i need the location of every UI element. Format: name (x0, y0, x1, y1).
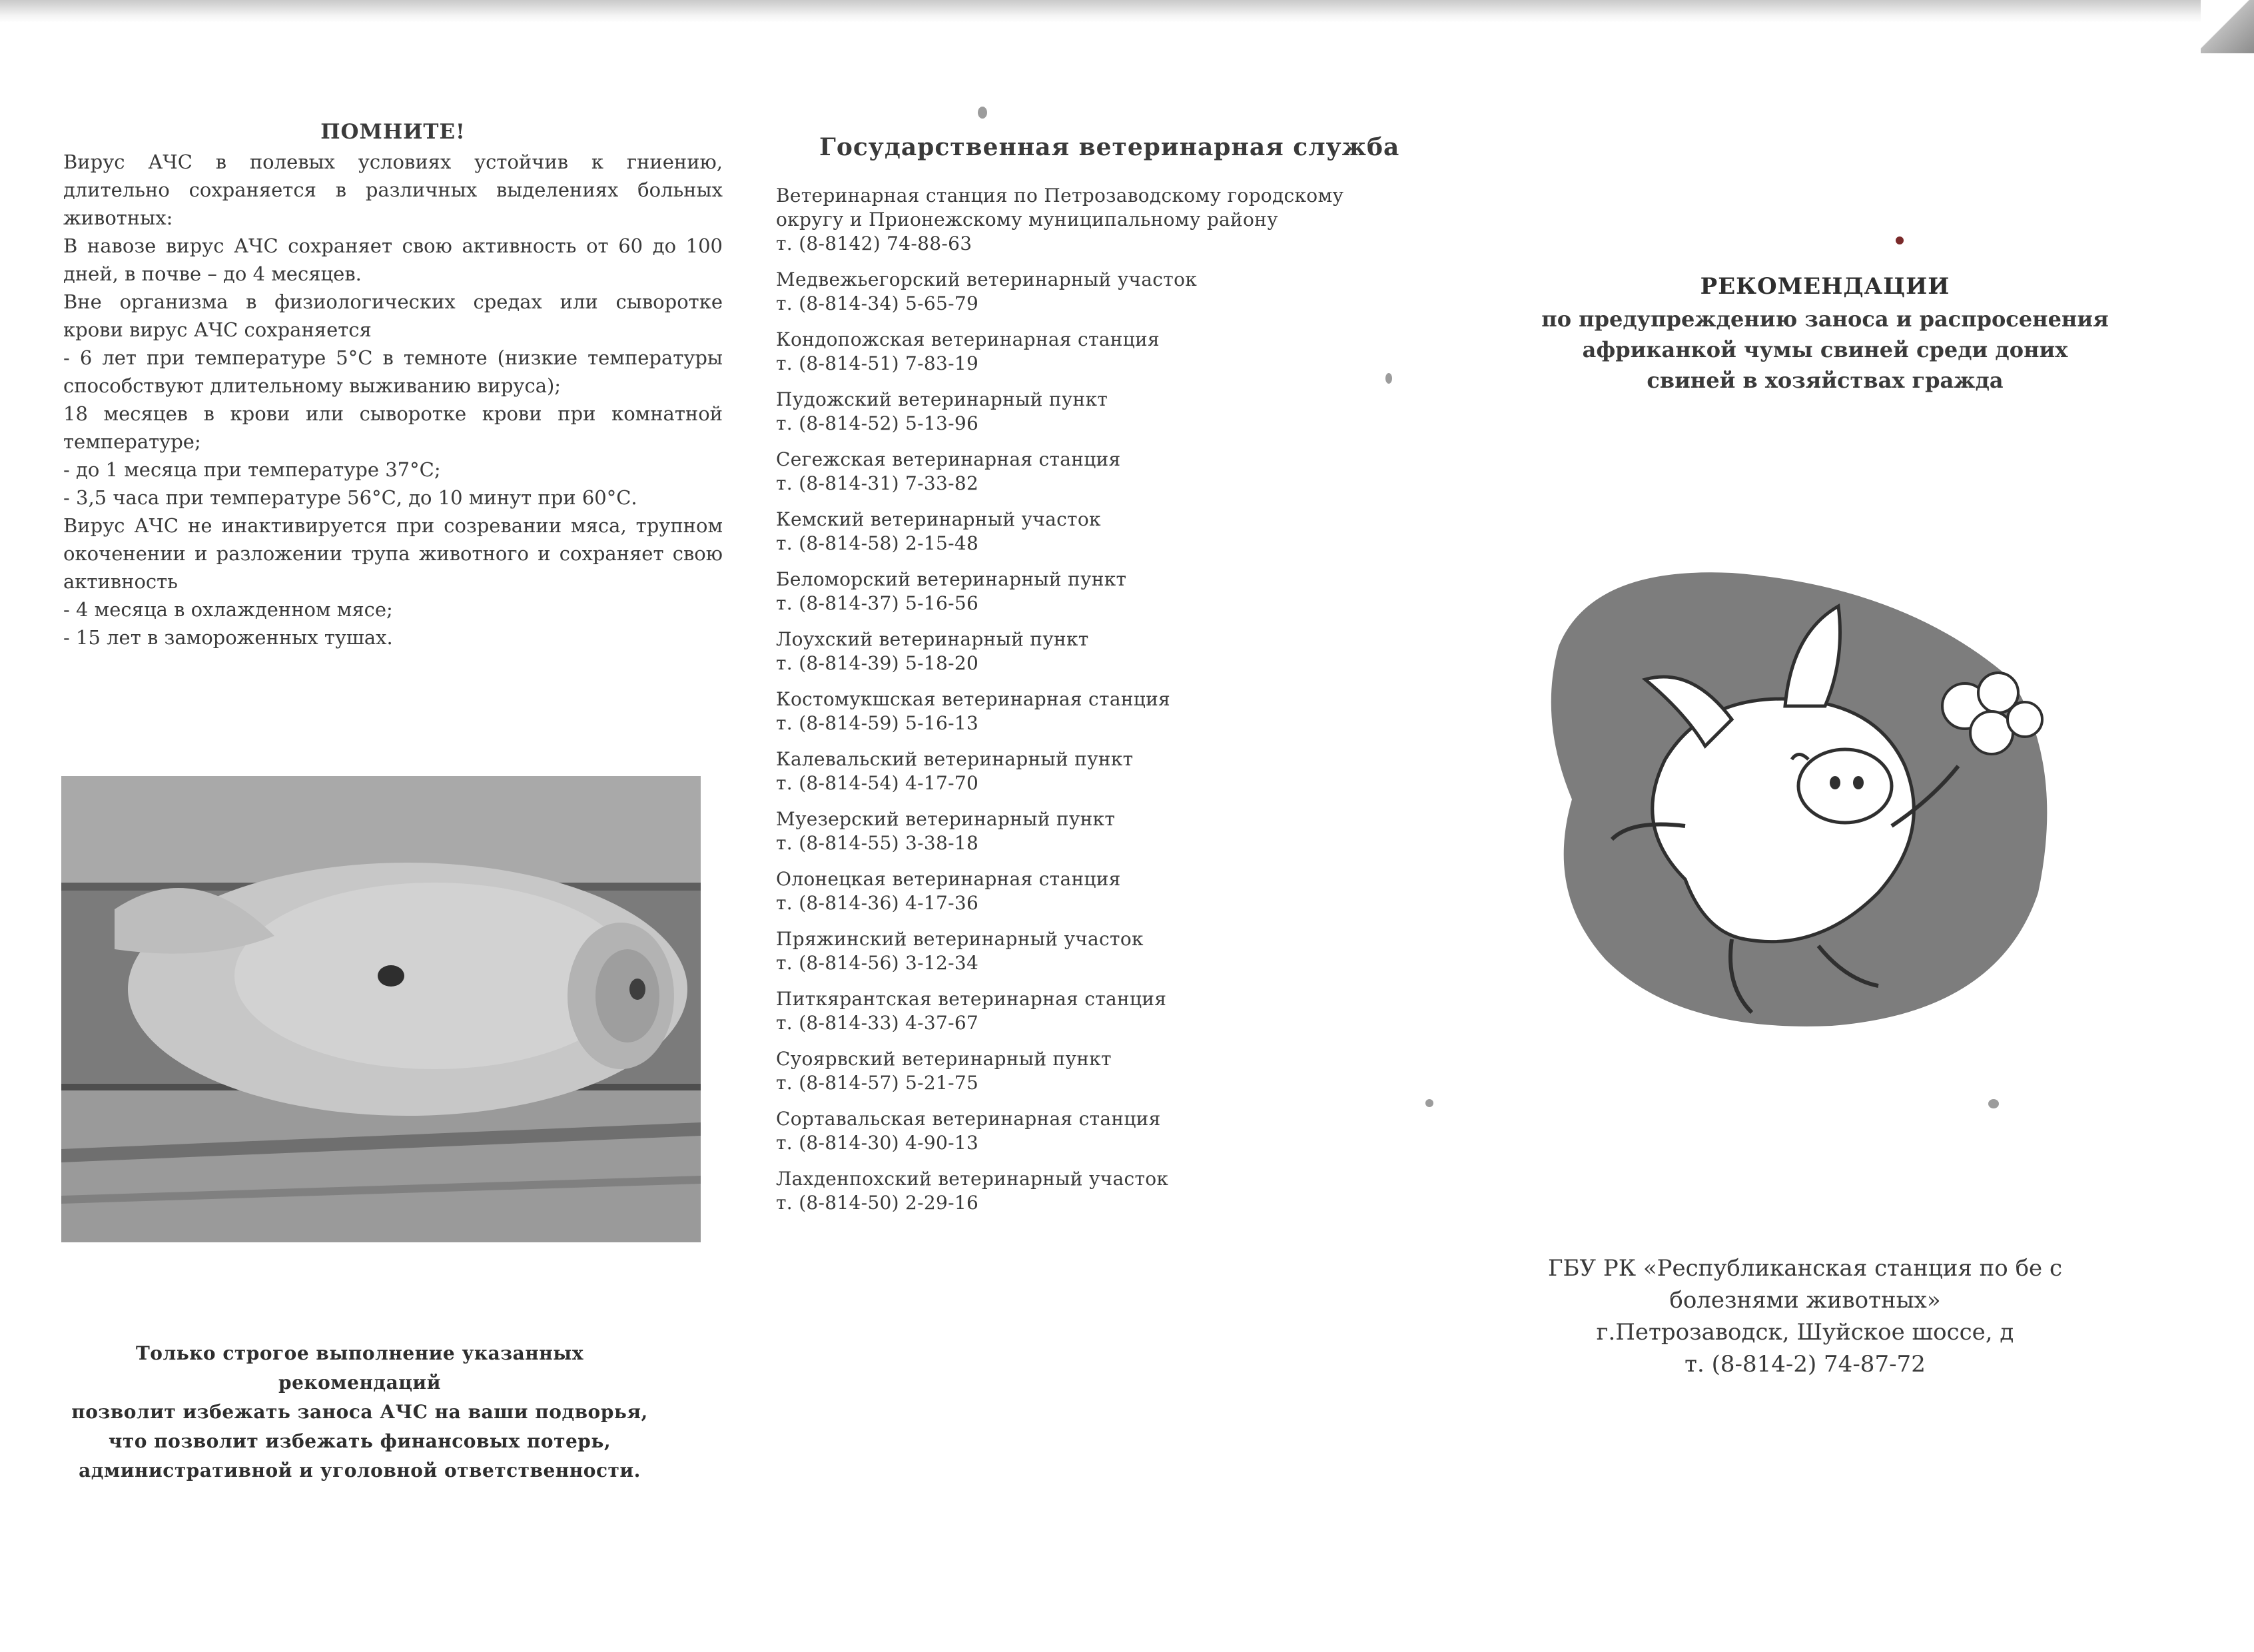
station-entry (776, 987, 1415, 1035)
station-entry (776, 867, 1415, 915)
station-phone: т. (8-814-55) 3-38-18 (776, 832, 979, 854)
virus-fact-line: температуре; (63, 430, 201, 453)
footer-note-line: позволит избежать заноса АЧС на ваши подворья, (71, 1401, 648, 1423)
station-name: Лахденпохский ветеринарный участок (776, 1168, 1169, 1190)
scan-speck (1385, 373, 1392, 384)
station-name: Беломорский ветеринарный пункт (776, 568, 1127, 590)
station-name: Суоярвский ветеринарный пункт (776, 1048, 1112, 1070)
recommendations-subtitle-line: по предупреждению заноса и распросенения (1541, 306, 2109, 332)
station-phone: т. (8-814-51) 7-83-19 (776, 352, 979, 374)
station-phone: т. (8-814-39) 5-18-20 (776, 652, 979, 674)
station-phone: т. (8-814-54) 4-17-70 (776, 772, 979, 794)
virus-fact-line: - 6 лет при температуре 5°С в темноте (низкие температуры (63, 346, 723, 369)
pig-illustration-image (1532, 546, 2065, 1039)
station-phone: т. (8-814-36) 4-17-36 (776, 892, 979, 914)
recommendations-subtitle (1525, 304, 2125, 396)
scan-speck (978, 107, 987, 119)
station-list (776, 184, 1415, 1215)
virus-fact-line: В навозе вирус АЧС сохраняет свою активность от 60 до 100 (63, 234, 723, 257)
station-entry (776, 508, 1415, 556)
right-panel (1525, 273, 2125, 396)
recommendations-title: РЕКОМЕНДАЦИИ (1700, 273, 1950, 300)
scan-speck (1988, 1099, 1999, 1108)
vet-service-title: Государственная ветеринарная служба (819, 133, 1400, 161)
station-phone: т. (8-814-33) 4-37-67 (776, 1012, 979, 1034)
organization-line: ГБУ РК «Республиканская станция по бе с (1547, 1255, 2063, 1282)
virus-fact-line: животных: (63, 206, 173, 229)
station-name: округу и Прионежскому муниципальному району (776, 208, 1278, 230)
station-entry (776, 687, 1415, 735)
station-phone: т. (8-814-31) 7-33-82 (776, 472, 979, 494)
virus-fact-line: - до 1 месяца при температуре 37°С; (63, 458, 441, 481)
station-name: Муезерский ветеринарный пункт (776, 808, 1116, 830)
virus-fact-line: 18 месяцев в крови или сыворотке крови при комнатной (63, 402, 723, 425)
station-name: Олонецкая ветеринарная станция (776, 868, 1121, 890)
station-name: Лоухский ветеринарный пункт (776, 628, 1089, 650)
station-entry (776, 927, 1415, 975)
footer-note-line: Только строгое выполнение указанных рекомендаций (135, 1342, 584, 1394)
station-entry (776, 568, 1415, 616)
station-phone: т. (8-814-30) 4-90-13 (776, 1132, 979, 1154)
virus-fact-line: - 15 лет в замороженных тушах. (63, 626, 393, 649)
station-name: Питкярантская ветеринарная станция (776, 988, 1167, 1010)
virus-fact-line: дней, в почве – до 4 месяцев. (63, 262, 362, 285)
virus-fact-line: длительно сохраняется в различных выделениях больных (63, 179, 723, 201)
virus-fact-line: Вирус АЧС в полевых условиях устойчив к гниению, (63, 151, 723, 173)
station-entry (776, 627, 1415, 675)
recommendations-subtitle-line: свиней в хозяйствах гражда (1647, 368, 2004, 393)
footer-note-line: что позволит избежать финансовых потерь, (108, 1430, 611, 1452)
scan-speck (1425, 1099, 1433, 1107)
station-name: Костомукшская ветеринарная станция (776, 688, 1171, 710)
virus-fact-line: Вирус АЧС не инактивируется при созревании мяса, трупном (63, 514, 723, 537)
station-entry (776, 448, 1415, 496)
organization-line: болезнями животных» (1669, 1287, 1941, 1314)
virus-fact-line: способствуют длительному выживанию вируса); (63, 374, 562, 397)
station-phone: т. (8-8142) 74-88-63 (776, 232, 972, 254)
station-phone: т. (8-814-50) 2-29-16 (776, 1192, 979, 1214)
virus-fact-line: - 3,5 часа при температуре 56°С, до 10 минут при 60°С. (63, 486, 637, 509)
organization-line: г.Петрозаводск, Шуйское шоссе, д (1596, 1319, 2014, 1346)
station-phone: т. (8-814-34) 5-65-79 (776, 292, 979, 314)
scan-top-edge (0, 0, 2254, 23)
station-entry (776, 747, 1415, 795)
station-phone: т. (8-814-56) 3-12-34 (776, 952, 979, 974)
station-name: Ветеринарная станция по Петрозаводскому городскому (776, 185, 1344, 206)
station-name: Сегежская ветеринарная станция (776, 448, 1121, 470)
virus-facts (63, 148, 723, 651)
station-name: Калевальский ветеринарный пункт (776, 748, 1134, 770)
scan-corner-shadow (2201, 0, 2254, 53)
station-entry (776, 184, 1415, 256)
station-name: Пудожский ветеринарный пункт (776, 388, 1108, 410)
pig-photo (61, 776, 701, 1242)
middle-panel (776, 133, 1415, 1227)
station-name: Пряжинский ветеринарный участок (776, 928, 1144, 950)
left-panel (63, 120, 723, 651)
station-entry (776, 388, 1415, 436)
virus-fact-line: - 4 месяца в охлажденном мясе; (63, 598, 393, 621)
station-entry (776, 268, 1415, 316)
station-phone: т. (8-814-57) 5-21-75 (776, 1072, 979, 1094)
pig-photo-image (61, 776, 701, 1242)
station-name: Медвежьегорский ветеринарный участок (776, 268, 1198, 290)
footer-note-line: административной и уголовной ответственности. (79, 1459, 641, 1481)
remember-title: ПОМНИТЕ! (320, 120, 466, 144)
station-phone: т. (8-814-52) 5-13-96 (776, 412, 979, 434)
virus-fact-line: Вне организма в физиологических средах или сыворотке (63, 290, 723, 313)
pig-illustration (1532, 546, 2065, 1039)
station-entry (776, 1167, 1415, 1215)
station-entry (776, 328, 1415, 376)
left-footer-note (60, 1339, 659, 1485)
organization-line: т. (8-814-2) 74-87-72 (1685, 1351, 1926, 1378)
station-entry (776, 1047, 1415, 1095)
station-entry (776, 807, 1415, 855)
organization-info (1505, 1252, 2105, 1380)
station-phone: т. (8-814-37) 5-16-56 (776, 592, 979, 614)
scan-speck (1896, 236, 1904, 244)
station-name: Сортавальская ветеринарная станция (776, 1108, 1161, 1130)
virus-fact-line: крови вирус АЧС сохраняется (63, 318, 372, 341)
virus-fact-line: активность (63, 570, 178, 593)
station-name: Кемский ветеринарный участок (776, 508, 1101, 530)
station-name: Кондопожская ветеринарная станция (776, 328, 1160, 350)
station-phone: т. (8-814-58) 2-15-48 (776, 532, 979, 554)
virus-fact-line: окоченении и разложении трупа животного и сохраняет свою (63, 542, 723, 565)
station-phone: т. (8-814-59) 5-16-13 (776, 712, 979, 734)
recommendations-subtitle-line: африканкой чумы свиней среди доних (1582, 337, 2068, 362)
station-entry (776, 1107, 1415, 1155)
